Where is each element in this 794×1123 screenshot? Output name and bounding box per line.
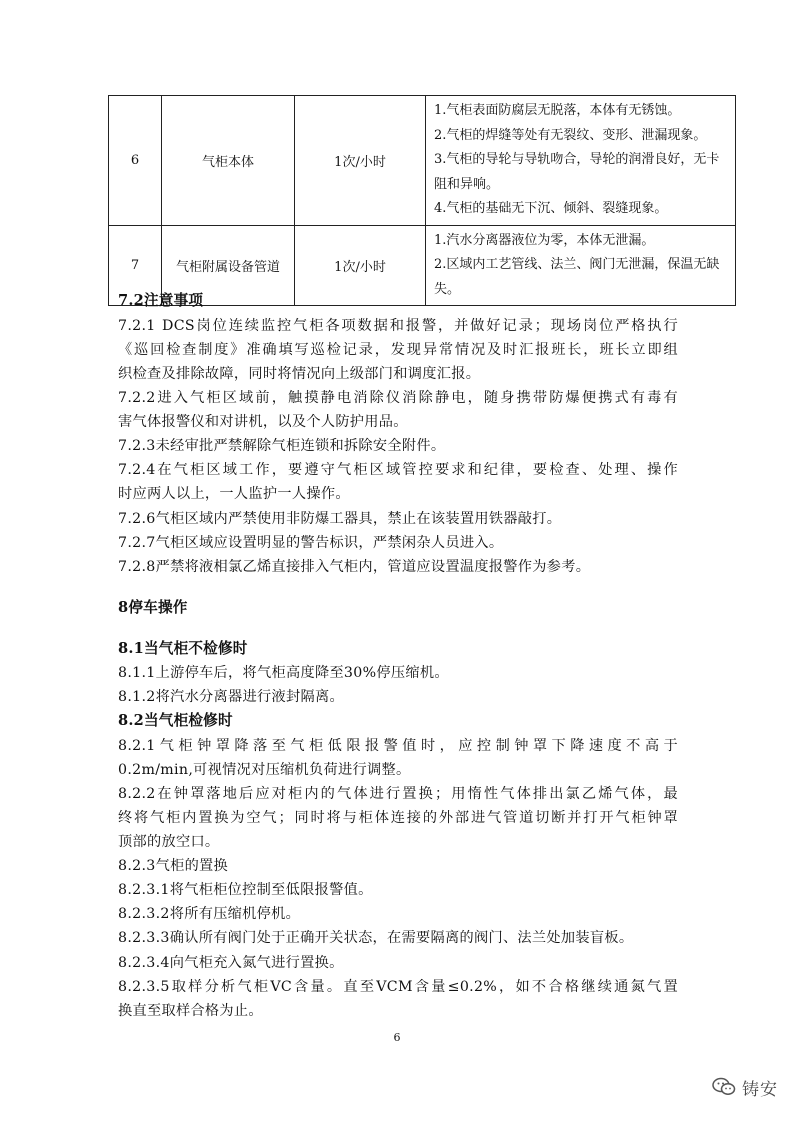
requirement-line: 阻和异响。 [434,176,500,192]
inspection-frequency: 1次/小时 [295,96,426,226]
paragraph-line: 7.2.1 DCS岗位连续监控气柜各项数据和报警，并做好记录；现场岗位严格执行 [118,318,678,334]
paragraph-line: 终将气柜内置换为空气；同时将与柜体连接的外部进气管道切断并打开气柜钟罩 [118,810,678,826]
inspection-requirements [426,96,736,226]
requirement-line: 2.气柜的焊缝等处有无裂纹、变形、泄漏现象。 [434,127,707,143]
section-heading-7-2: 7.2注意事项 [118,292,204,309]
section-heading-8-2: 8.2当气柜检修时 [118,712,233,729]
paragraph-line: 8.1.2将汽水分离器进行液封隔离。 [118,689,344,705]
watermark-text: 铸安 [742,1079,778,1100]
paragraph-line: 0.2m/min,可视情况对压缩机负荷进行调整。 [118,762,411,778]
paragraph-line: 7.2.6气柜区域内严禁使用非防爆工器具，禁止在该装置用铁器敲打。 [118,511,562,527]
paragraph-line: 8.2.3.2将所有压缩机停机。 [118,906,301,922]
page-number: 6 [393,1031,401,1044]
inspection-item: 气柜附属设备管道 [162,225,295,306]
paragraph-line: 8.2.3.5取样分析气柜VC含量。直至VCM含量≤0.2%，如不合格继续通氮气置 [118,979,678,995]
requirement-line: 3.气柜的导轮与导轨吻合，导轮的润滑良好，无卡 [434,152,720,167]
paragraph-line: 《巡回检查制度》准确填写巡检记录，发现异常情况及时汇报班长，班长立即组 [118,342,678,358]
paragraph-line: 8.2.3.1将气柜柜位控制至低限报警值。 [118,882,373,898]
paragraph-line: 害气体报警仪和对讲机，以及个人防护用品。 [118,414,408,430]
section-heading-8: 8停车操作 [118,599,188,616]
paragraph-line: 7.2.4在气柜区域工作，要遵守气柜区域管控要求和纪律，要检查、处理、操作 [118,462,678,478]
requirement-line: 4.气柜的基础无下沉、倾斜、裂缝现象。 [434,201,668,216]
paragraph-line: 7.2.2进入气柜区域前，触摸静电消除仪消除静电，随身携带防爆便携式有毒有 [118,390,678,406]
row-number: 6 [109,96,162,226]
requirement-line: 1.气柜表面防腐层无脱落，本体有无锈蚀。 [434,103,681,118]
paragraph-line: 8.1.1上游停车后，将气柜高度降至30%停压缩机。 [118,665,449,681]
inspection-item: 气柜本体 [162,96,295,226]
watermark [712,1076,778,1098]
inspection-frequency: 1次/小时 [295,225,426,306]
paragraph-line: 顶部的放空口。 [118,834,220,850]
paragraph-line: 8.2.3.4向气柜充入氮气进行置换。 [118,955,344,971]
paragraph-line: 织检查及排除故障，同时将情况向上级部门和调度汇报。 [118,366,481,382]
paragraph-line: 7.2.7气柜区域应设置明显的警告标识，严禁闲杂人员进入。 [118,535,504,551]
wechat-icon [712,1077,736,1097]
requirement-line: 1.汽水分离器液位为零，本体无泄漏。 [434,232,655,248]
inspection-table [108,95,736,306]
paragraph-line: 8.2.3.3确认所有阀门处于正确开关状态，在需要隔离的阀门、法兰处加装盲板。 [118,930,634,946]
paragraph-line: 8.2.1气柜钟罩降落至气柜低限报警值时，应控制钟罩下降速度不高于 [118,738,678,754]
paragraph-line: 8.2.2在钟罩落地后应对柜内的气体进行置换；用惰性气体排出氯乙烯气体，最 [118,786,678,802]
paragraph-line: 换直至取样合格为止。 [118,1003,263,1019]
paragraph-line: 7.2.3未经审批严禁解除气柜连锁和拆除安全附件。 [118,438,446,454]
section-heading-8-1: 8.1当气柜不检修时 [118,640,248,657]
paragraph-line: 时应两人以上，一人监护一人操作。 [118,486,350,502]
paragraph-line: 7.2.8严禁将液相氯乙烯直接排入气柜内，管道应设置温度报警作为参考。 [118,559,591,575]
requirement-line: 2.区域内工艺管线、法兰、阀门无泄漏，保温无缺 [434,257,720,272]
paragraph-line: 8.2.3气柜的置换 [118,858,229,874]
requirement-line: 失。 [434,281,461,297]
row-number: 7 [109,225,162,306]
table-row [109,96,736,226]
